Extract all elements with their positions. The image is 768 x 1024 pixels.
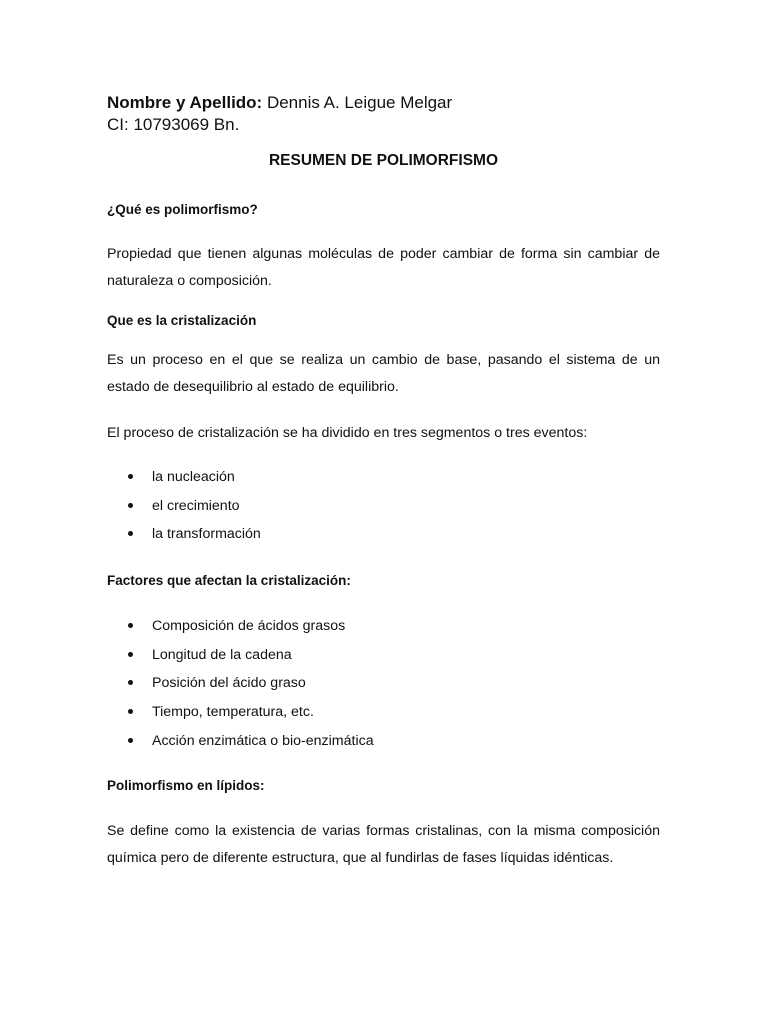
- paragraph-crystallization-definition: Es un proceso en el que se realiza un cambio de base, pasando el sistema de un estado de desequilibrio al estado de equilibrio.: [107, 352, 660, 395]
- bullet-icon: [128, 738, 133, 743]
- list-item: Composición de ácidos grasos: [107, 616, 374, 645]
- list-item: la transformación: [107, 524, 261, 553]
- name-value: Dennis A. Leigue Melgar: [262, 93, 453, 112]
- heading-what-is-polymorphism: ¿Qué es polimorfismo?: [107, 202, 258, 217]
- bullet-icon: [128, 474, 133, 479]
- paragraph-process-segments: El proceso de cristalización se ha dividido en tres segmentos o tres eventos:: [107, 425, 588, 441]
- bullet-icon: [128, 709, 133, 714]
- ci-line: CI: 10793069 Bn.: [107, 115, 240, 134]
- heading-lipid-polymorphism: Polimorfismo en lípidos:: [107, 778, 265, 793]
- paragraph-polymorphism-definition: Propiedad que tienen algunas moléculas de poder cambiar de forma sin cambiar de naturaleza o composición.: [107, 246, 660, 289]
- heading-crystallization: Que es la cristalización: [107, 313, 257, 328]
- bullet-icon: [128, 652, 133, 657]
- bullet-icon: [128, 503, 133, 508]
- list-item: Tiempo, temperatura, etc.: [107, 702, 374, 731]
- paragraph-lipid-polymorphism: Se define como la existencia de varias formas cristalinas, con la misma composición química pero de diferente estructura, que al fundirlas de fases líquidas idénticas.: [107, 823, 660, 866]
- list-item: Longitud de la cadena: [107, 645, 374, 674]
- author-line: [107, 92, 452, 114]
- bullet-icon: [128, 531, 133, 536]
- list-item: el crecimiento: [107, 496, 261, 525]
- events-list: [107, 467, 261, 553]
- list-item: la nucleación: [107, 467, 261, 496]
- list-item: Posición del ácido graso: [107, 673, 374, 702]
- bullet-icon: [128, 680, 133, 685]
- list-item: Acción enzimática o bio-enzimática: [107, 731, 374, 760]
- bullet-icon: [128, 623, 133, 628]
- heading-factors: Factores que afectan la cristalización:: [107, 573, 351, 588]
- name-label: Nombre y Apellido:: [107, 93, 263, 112]
- factors-list: [107, 616, 374, 759]
- document-title: RESUMEN DE POLIMORFISMO: [268, 152, 499, 169]
